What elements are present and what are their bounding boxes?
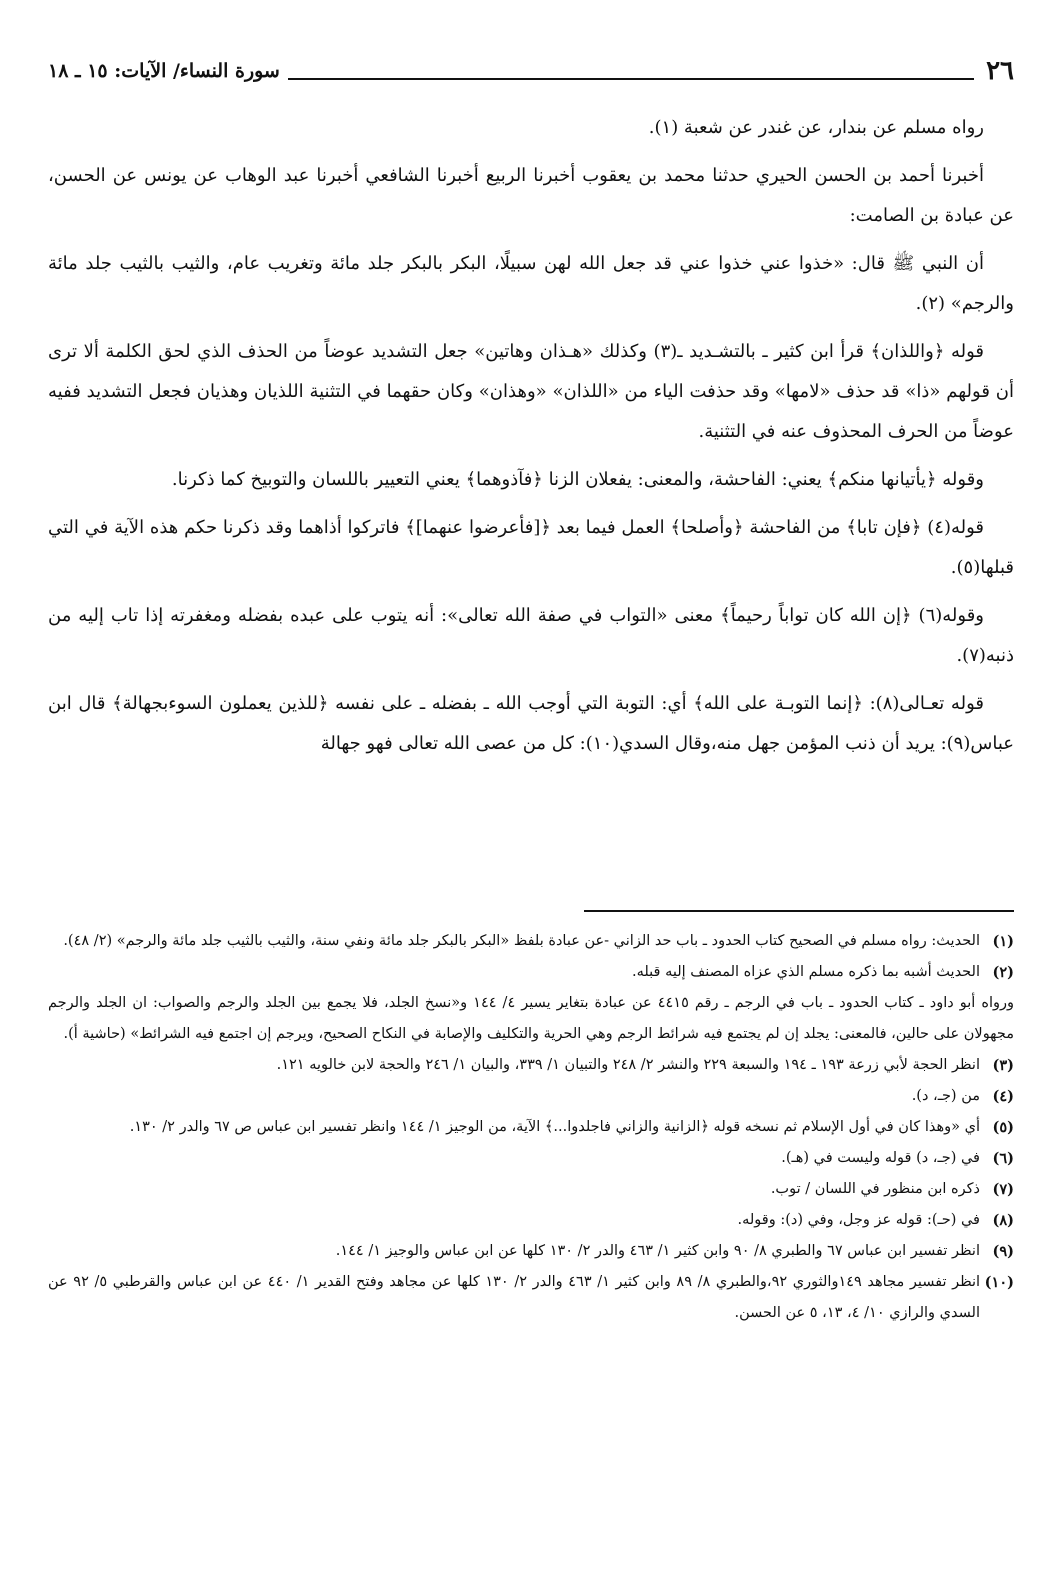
footnote-text: الحديث أشبه بما ذكره مسلم الذي عزاه المصنف إليه قبله. [631,964,980,980]
footnote-label: (٥) [992,1119,1014,1136]
footnote [48,1081,1014,1112]
footnotes [48,926,1014,1329]
paragraph: وقوله(٦) ﴿إن الله كان تواباً رحيماً﴾ معنى «التواب في صفة الله تعالى»: أنه يتوب على عبده بفضله ومغفرته إذا تاب إليه من ذنبه(٧). [48,605,1014,666]
footnote-label: (١) [992,933,1014,950]
footnote [48,926,1014,957]
paragraph: أن النبي ﷺ قال: «خذوا عني خذوا عني قد جعل الله لهن سبيلًا، البكر بالبكر جلد مائة وتغريب عام، والثيب بالثيب جلد مائة والرجم» (٢). [48,253,1014,314]
page-header [48,48,1014,86]
footnote-continuation: ورواه أبو داود ـ كتاب الحدود ـ باب في الرجم ـ رقم ٤٤١٥ عن عبادة بتغاير يسير ٤/ ١٤٤ و«نسخ الجلد، فلا يجمع بين الجلد والرجم والصواب: ان الجلد والرجم مجهولان على حالين، فالمعنى: يجلد إن لم يجتمع فيه شرائط الرجم وهي الحرية والتكليف والإصابة في النكاح الصحيح، ويرجم إن اجتمع فيه الشرائط» (حاشية أ). [48,995,1014,1042]
footnote-text: انظر الحجة لأبي زرعة ١٩٣ ـ ١٩٤ والسبعة ٢٢٩ والنشر ٢/ ٢٤٨ والتبيان ١/ ٣٣٩، والبيان ١/ ٢٤٦ والحجة لابن خالويه ١٢١. [276,1057,980,1073]
paragraph: قوله تعـالى(٨): ﴿إنما التوبـة على الله﴾ أي: التوبة التي أوجب الله ـ بفضله ـ على نفسه ﴿للذين يعملون السوءبجهالة﴾ قال ابن عباس(٩): يريد أن ذنب المؤمن جهل منه،وقال السدي(١٠): كل من عصى الله تعالى فهو جهالة [48,693,1014,754]
footnote-label: (٢) [992,964,1014,981]
paragraph: وقوله ﴿يأتيانها منكم﴾ يعني: الفاحشة، والمعنى: يفعلان الزنا ﴿فآذوهما﴾ يعني التعيير باللسان والتوبيخ كما ذكرنا. [171,469,984,490]
footnote-label: (٣) [992,1057,1014,1074]
running-title: سورة النساء/ الآيات: ١٥ ـ ١٨ [48,60,280,82]
header-rule [288,78,974,80]
paragraph: أخبرنا أحمد بن الحسن الحيري حدثنا محمد بن يعقوب أخبرنا الربيع أخبرنا الشافعي أخبرنا عبد الوهاب عن يونس عن الحسن، عن عبادة بن الصامت: [48,165,1014,226]
footnote-label: (٩) [992,1243,1014,1260]
footnote-text: ذكره ابن منظور في اللسان / توب. [770,1181,980,1197]
footnote [48,1143,1014,1174]
footnote-label: (٦) [992,1150,1014,1167]
footnote-divider [584,910,1014,912]
footnote [48,1236,1014,1267]
footnote [48,1205,1014,1236]
footnote [48,1112,1014,1143]
footnote-label: (٧) [992,1181,1014,1198]
footnote-label: (٨) [992,1212,1014,1229]
footnote-text: من (جـ، د). [911,1088,980,1104]
footnote-text: في (جـ، د) قوله وليست في (هـ). [781,1150,980,1166]
book-page [48,0,1014,1572]
footnote-text: الحديث: رواه مسلم في الصحيح كتاب الحدود ـ باب حد الزاني -عن عبادة بلفظ «البكر بالبكر جلد مائة ونفي سنة، والثيب بالثيب جلد مائة والرجم» (٢/ ٤٨). [63,933,980,949]
footnote-label: (١٠) [984,1274,1014,1291]
footnote [48,1050,1014,1081]
footnote [48,1174,1014,1205]
paragraph: قوله(٤) ﴿فإن تابا﴾ من الفاحشة ﴿وأصلحا﴾ العمل فيما بعد ﴿[فأعرضوا عنهما]﴾ فاتركوا أذاهما وقد ذكرنا حكم هذه الآية في التي قبلها(٥). [48,517,1014,578]
footnote [48,957,1014,988]
footnote-text: انظر تفسير مجاهد ١٤٩والثوري ٩٢،والطبري ٨/ ٨٩ وابن كثير ١/ ٤٦٣ والدر ٢/ ١٣٠ كلها عن مجاهد وفتح القدير ١/ ٤٤٠ عن ابن عباس والقرطبي ٥/ ٩٢ عن السدي والرازي ١٠/ ٤، ١٣، ٥ عن الحسن. [48,1274,981,1321]
footnote [48,1267,1014,1329]
page-number: ٢٦ [986,56,1014,86]
footnote-text: في (حـ): قوله عز وجل، وفي (د): وقوله. [737,1212,980,1228]
footnote-text: أي «وهذا كان في أول الإسلام ثم نسخه قوله ﴿الزانية والزاني فاجلدوا...﴾ الآية، من الوجيز ١/ ١٤٤ وانظر تفسير ابن عباس ص ٦٧ والدر ٢/ ١٣٠. [129,1119,980,1135]
main-text [48,108,1014,772]
paragraph: قوله ﴿واللذان﴾ قرأ ابن كثير ـ بالتشـديد ـ(٣) وكذلك «هـذان وهاتين» جعل التشديد عوضاً من الحذف الذي لحق الكلمة ألا ترى أن قولهم «ذا» قد حذف «لامها» وقد حذفت الياء من «اللذان» «وهذان» وكان حقهما في التثنية اللذيان وهذيان فجعل التشديد ففيه عوضاً من الحرف المحذوف عنه في التثنية. [48,341,1014,442]
footnote-label: (٤) [992,1088,1014,1105]
footnote-text: انظر تفسير ابن عباس ٦٧ والطبري ٨/ ٩٠ وابن كثير ١/ ٤٦٣ والدر ٢/ ١٣٠ كلها عن ابن عباس والوجيز ١/ ١٤٤. [335,1243,980,1259]
paragraph: رواه مسلم عن بندار، عن غندر عن شعبة (١). [648,117,984,138]
